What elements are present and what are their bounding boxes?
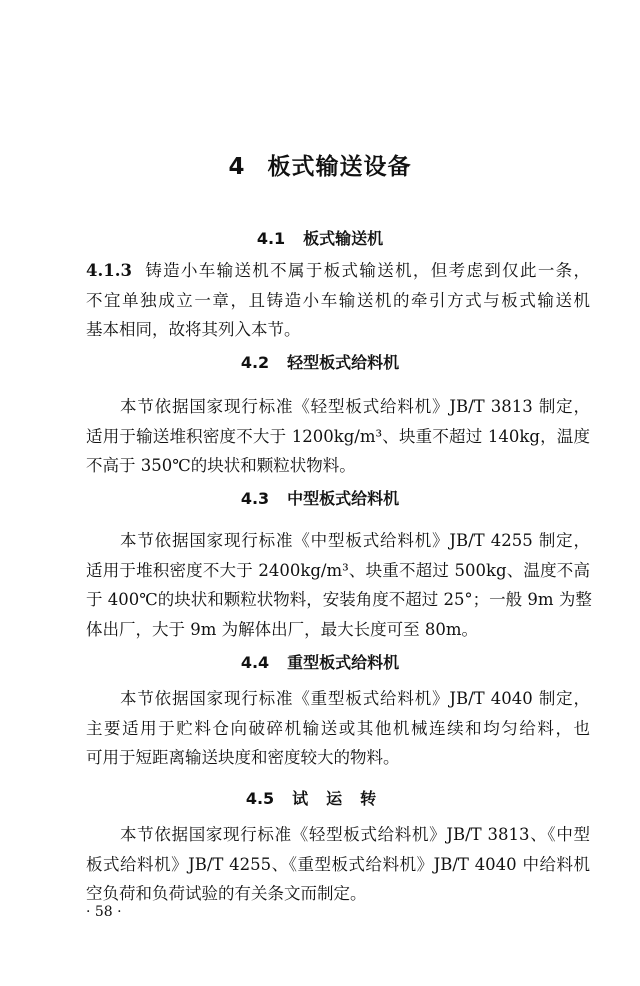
section-heading-4-3 xyxy=(0,486,640,509)
paragraph-line: 适用于堆积密度不大于 2400kg/m³、块重不超过 500kg、温度不高 xyxy=(86,560,590,580)
chapter-title xyxy=(0,148,640,181)
section-4-4-body xyxy=(86,684,590,773)
paragraph-line: 不高于 350℃的块状和颗粒状物料。 xyxy=(86,456,356,475)
paragraph-line: 本节依据国家现行标准《轻型板式给料机》JB/T 3813、《中型 xyxy=(120,825,590,844)
section-number: 4.3 xyxy=(240,489,270,508)
paragraph-line: 本节依据国家现行标准《重型板式给料机》JB/T 4040 制定， xyxy=(120,689,590,708)
section-heading-4-1 xyxy=(0,226,640,249)
paragraph-line: 4.1.3 铸造小车输送机不属于板式输送机，但考虑到仅此一条， xyxy=(86,261,590,280)
paragraph-line: 本节依据国家现行标准《轻型板式给料机》JB/T 3813 制定， xyxy=(120,397,590,416)
paragraph-line: 体出厂，大于 9m 为解体出厂，最大长度可至 80m。 xyxy=(86,619,479,639)
section-number: 4.4 xyxy=(240,653,270,672)
paragraph-line: 基本相同，故将其列入本节。 xyxy=(86,320,301,339)
section-heading-4-2 xyxy=(0,350,640,373)
paragraph-line: 适用于输送堆积密度不大于 1200kg/m³、块重不超过 140kg，温度 xyxy=(86,426,590,446)
section-title: 试运转 xyxy=(292,789,395,808)
section-4-2-body xyxy=(86,392,590,481)
section-4-1-body xyxy=(86,256,590,345)
paragraph-line: 主要适用于贮料仓向破碎机输送或其他机械连续和均匀给料，也 xyxy=(86,718,590,738)
section-4-3-body xyxy=(86,526,590,644)
section-heading-4-5 xyxy=(0,786,640,809)
paragraph-line: 本节依据国家现行标准《中型板式给料机》JB/T 4255 制定， xyxy=(120,531,590,550)
section-title: 中型板式给料机 xyxy=(287,489,400,508)
paragraph-line: 不宜单独成立一章，且铸造小车输送机的牵引方式与板式输送机 xyxy=(86,290,590,310)
page-number: · 58 · xyxy=(86,904,122,920)
section-title: 轻型板式给料机 xyxy=(287,353,400,372)
paragraph-line: 板式给料机》JB/T 4255、《重型板式给料机》JB/T 4040 中给料机 xyxy=(86,854,590,874)
section-heading-4-4 xyxy=(0,650,640,673)
paragraph-line: 于 400℃的块状和颗粒状物料，安装角度不超过 25°；一般 9m 为整 xyxy=(86,590,592,609)
section-title: 重型板式给料机 xyxy=(287,653,400,672)
chapter-title-text: 板式输送设备 xyxy=(267,154,412,180)
paragraph-line: 可用于短距离输送块度和密度较大的物料。 xyxy=(86,748,400,767)
section-number: 4.1 xyxy=(256,229,286,248)
section-number: 4.2 xyxy=(240,353,270,372)
paragraph-line: 空负荷和负荷试验的有关条文而制定。 xyxy=(86,884,367,903)
chapter-number: 4 xyxy=(228,154,246,180)
section-number: 4.5 xyxy=(245,789,275,808)
clause-number: 4.1.3 xyxy=(86,261,132,280)
section-title: 板式输送机 xyxy=(303,229,384,248)
section-4-5-body xyxy=(86,820,590,909)
